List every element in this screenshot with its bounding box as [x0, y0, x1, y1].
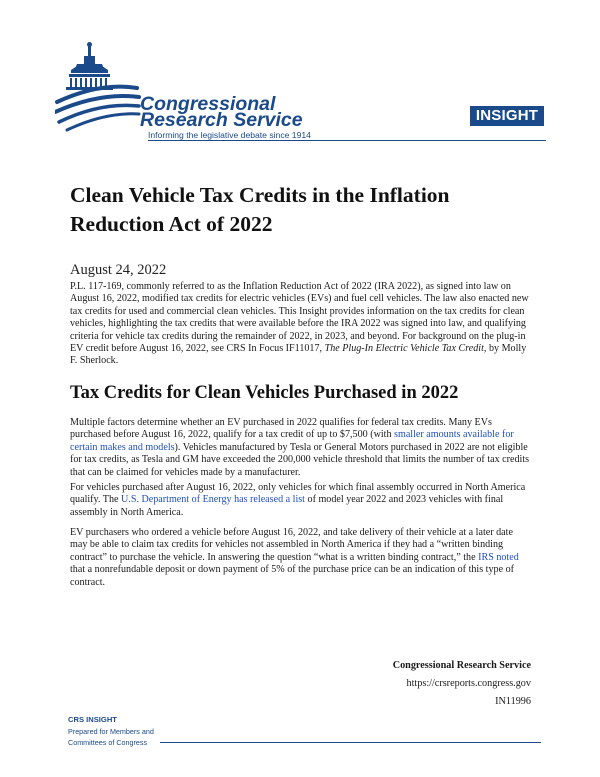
p2-tail: of model year 2022 and 2023 vehicles with final assembly in North America. [70, 494, 504, 518]
section-heading: Tax Credits for Clean Vehicles Purchased in 2022 [70, 383, 459, 403]
header-divider [148, 140, 546, 141]
insight-badge: INSIGHT [470, 106, 544, 126]
intro-paragraph [70, 281, 532, 368]
p1-tail: ). Vehicles manufactured by Tesla or General Motors purchased in 2022 are not eligible for tax credits, as Tesla and GM have exceeded the 200,000 vehicle threshold that limits the number of tax credits that can be claimed for vehicles made by a manufacturer. [70, 441, 530, 478]
section-paragraph-2 [70, 482, 532, 519]
p2-text: For vehicles purchased after August 16, 2022, only vehicles for which final assembly occurred in North America qualify. The [70, 482, 526, 506]
org-tagline: Informing the legislative debate since 1914 [148, 130, 311, 140]
org-name-line2: Research Service [140, 109, 303, 131]
doe-list-link[interactable]: U.S. Department of Energy has released a list [121, 494, 305, 506]
p3-tail: that a nonrefundable deposit or down payment of 5% of the purchase price can be an indication of this type of contract. [70, 564, 514, 588]
prepared-for-line1: Prepared for Members and [68, 727, 154, 736]
footer-divider [160, 742, 541, 743]
irs-noted-link[interactable]: IRS noted [478, 551, 519, 563]
publication-date: August 24, 2022 [70, 262, 167, 278]
footer-product-id: IN11996 [495, 696, 531, 707]
p1-text: Multiple factors determine whether an EV purchased in 2022 qualifies for federal tax credits. Many EVs purchased before August 16, 2022, qualify for a tax credit of up to $7,500 (with [70, 417, 492, 441]
intro-text: P.L. 117-169, commonly referred to as the Inflation Reduction Act of 2022 (IRA 2022), as signed into law on August 16, 2022, modified tax credits for electric vehicles (EVs) and fuel cell vehicles. The law also enacted new tax credits for used and commercial clean vehicles. This Insight provides information on the tax credits for clean vehicles, highlighting the tax credits that were available before the IRA 2022 was signed into law, and qualifying criteria for vehicle tax credits during the remainder of 2022, in 2023, and beyond. For background on the plug-in EV credit before August 16, 2022, see CRS In Focus IF11017, [70, 281, 529, 355]
smaller-amounts-link[interactable]: smaller amounts available for certain makes and models [70, 429, 514, 453]
series-label: CRS INSIGHT [68, 715, 117, 724]
intro-italic-title: The Plug-In Electric Vehicle Tax Credit [324, 343, 484, 355]
section-paragraph-3 [70, 527, 532, 589]
footer-org: Congressional Research Service [392, 660, 531, 671]
page-title: Clean Vehicle Tax Credits in the Inflation Reduction Act of 2022 [70, 183, 450, 236]
footer-url[interactable]: https://crsreports.congress.gov [406, 678, 531, 689]
prepared-for-line2: Committees of Congress [68, 738, 148, 747]
intro-tail: , by Molly F. Sherlock. [70, 343, 527, 367]
section-paragraph-1 [70, 417, 532, 479]
org-name-line1: Congressional [140, 93, 276, 115]
p3-text: EV purchasers who ordered a vehicle before August 16, 2022, and take delivery of their vehicle at a later date may be able to claim tax credits for vehicles not assembled in North America if they had a “written binding contract” to purchase the vehicle. In answering the question “what is a written binding contract,” the [70, 527, 513, 563]
